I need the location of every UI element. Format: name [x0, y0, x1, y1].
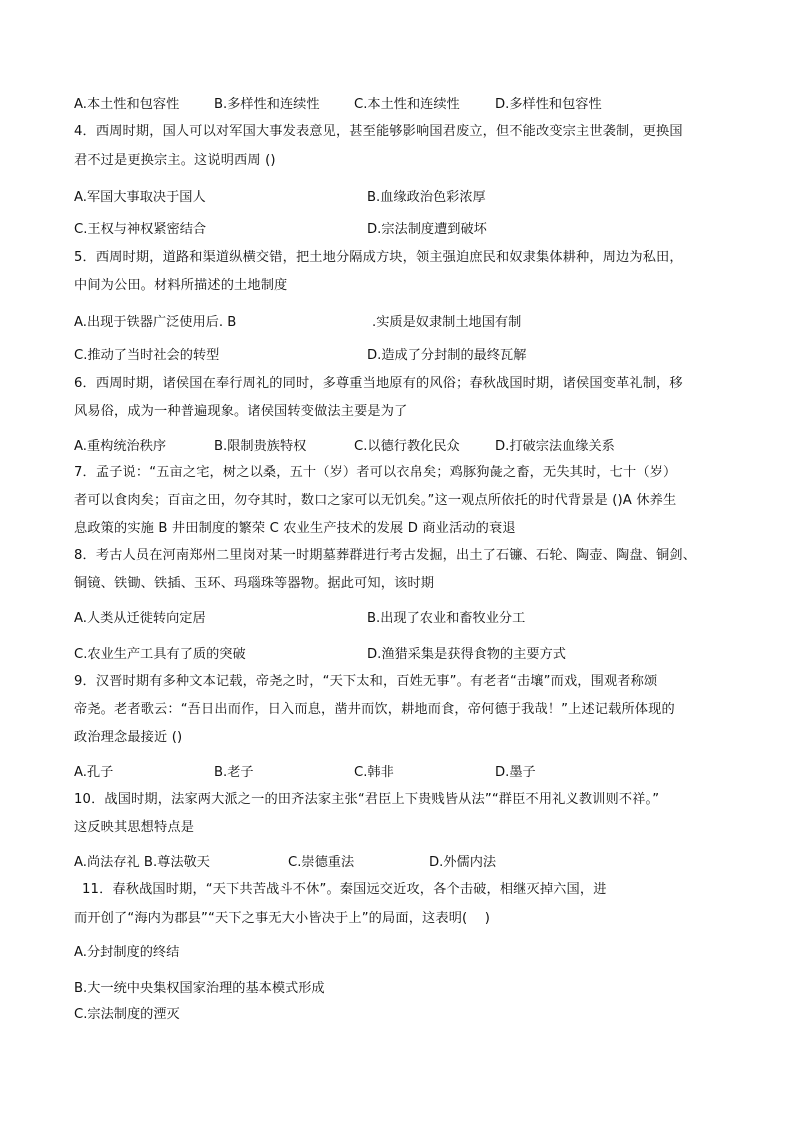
- q7-stem-line2: 者可以食肉矣；百亩之田，勿夺其时，数口之家可以无饥矣。”这一观点所依托的时代背景是 ()A 休养生: [74, 493, 677, 508]
- q5-option-a: A.出现于铁器广泛使用后. B: [74, 315, 237, 330]
- q4-option-b: B.血缘政治色彩浓厚: [367, 190, 486, 205]
- q8-option-d: D.渔猎采集是获得食物的主要方式: [367, 647, 566, 662]
- q7-stem-line3: 息政策的实施 B 井田制度的繁荣 C 农业生产技术的发展 D 商业活动的衰退: [74, 521, 516, 536]
- q11-stem-line2: 而开创了“海内为郡县”“天下之事无大小皆决于上”的局面，这表明( ): [74, 911, 490, 926]
- q6-option-d: D.打破宗法血缘关系: [495, 439, 615, 454]
- q9-stem-line3: 政治理念最接近 (): [74, 730, 183, 745]
- q11-option-c: C.宗法制度的湮灭: [74, 1007, 180, 1022]
- q9-option-d: D.墨子: [495, 765, 536, 780]
- q10-stem-line1: 10．战国时期，法家两大派之一的田齐法家主张“君臣上下贵贱皆从法”“群臣不用礼义教训则不祥。”: [74, 792, 660, 807]
- q9-stem-line2: 帝尧。老者歌云：“吾日出而作，日入而息，凿井而饮，耕地而食，帝何德于我哉！”上述记载所体现的: [74, 702, 675, 717]
- q8-option-c: C.农业生产工具有了质的突破: [74, 647, 246, 662]
- q11-option-b: B.大一统中央集权国家治理的基本模式形成: [74, 981, 325, 996]
- q10-options-ab: A.尚法存礼 B.尊法敬天: [74, 855, 210, 870]
- q6-stem-line1: 6．西周时期，诸侯国在奉行周礼的同时，多尊重当地原有的风俗；春秋战国时期，诸侯国变革礼制，移: [74, 376, 683, 391]
- q8-stem-line1: 8．考古人员在河南郑州二里岗对某一时期墓葬群进行考古发掘，出土了石镰、石轮、陶壶、陶盘、铜剑、: [74, 548, 697, 563]
- q6-stem-line2: 风易俗，成为一种普遍现象。诸侯国转变做法主要是为了: [74, 404, 408, 419]
- q10-option-c: C.崇德重法: [288, 855, 355, 870]
- q4-option-c: C.王权与神权紧密结合: [74, 222, 207, 237]
- q5-option-d: D.造成了分封制的最终瓦解: [367, 348, 527, 363]
- q8-option-b: B.出现了农业和畜牧业分工: [367, 611, 526, 626]
- q10-option-d: D.外儒内法: [429, 855, 497, 870]
- q7-stem-line1: 7．孟子说：“五亩之宅，树之以桑，五十（岁）者可以衣帛矣；鸡豚狗彘之畜，无失其时，七十（岁）: [74, 465, 677, 480]
- q4-stem-line1: 4．西周时期，国人可以对军国大事发表意见，甚至能够影响国君废立，但不能改变宗主世袭制，更换国: [74, 124, 683, 139]
- q5-option-b: .实质是奴隶制土地国有制: [372, 315, 522, 330]
- q3-option-c: C.本土性和连续性: [354, 97, 460, 112]
- q8-stem-line2: 铜镜、铁锄、铁插、玉环、玛瑙珠等器物。据此可知，该时期: [74, 576, 435, 591]
- q5-stem-line2: 中间为公田。材料所描述的土地制度: [74, 278, 288, 293]
- q8-option-a: A.人类从迁徙转向定居: [74, 611, 206, 626]
- q3-option-b: B.多样性和连续性: [214, 97, 320, 112]
- q3-option-d: D.多样性和包容性: [495, 97, 602, 112]
- q11-option-a: A.分封制度的终结: [74, 945, 180, 960]
- q9-option-b: B.老子: [214, 765, 254, 780]
- q6-option-c: C.以德行教化民众: [354, 439, 460, 454]
- q4-stem-line2: 君不过是更换宗主。这说明西周 (): [74, 153, 276, 168]
- q9-stem-line1: 9．汉晋时期有多种文本记载，帝尧之时，“天下太和，百姓无事”。有老者“击壤”而戏，围观者称颂: [74, 674, 658, 689]
- q6-option-b: B.限制贵族特权: [214, 439, 307, 454]
- q9-option-a: A.孔子: [74, 765, 114, 780]
- q5-stem-line1: 5．西周时期，道路和渠道纵横交错，把土地分隔成方块，领主强迫庶民和奴隶集体耕种，周边为私田，: [74, 250, 683, 265]
- q9-option-c: C.韩非: [354, 765, 394, 780]
- q5-option-c: C.推动了当时社会的转型: [74, 348, 220, 363]
- q6-option-a: A.重构统治秩序: [74, 439, 167, 454]
- q10-stem-line2: 这反映其思想特点是: [74, 820, 195, 835]
- q4-option-a: A.军国大事取决于国人: [74, 190, 206, 205]
- q3-option-a: A.本土性和包容性: [74, 97, 180, 112]
- q4-option-d: D.宗法制度遭到破坏: [367, 222, 487, 237]
- q11-stem-line1: 11．春秋战国时期，“天下共苦战斗不休”。秦国远交近攻，各个击破，相继灭掉六国，进: [82, 882, 607, 897]
